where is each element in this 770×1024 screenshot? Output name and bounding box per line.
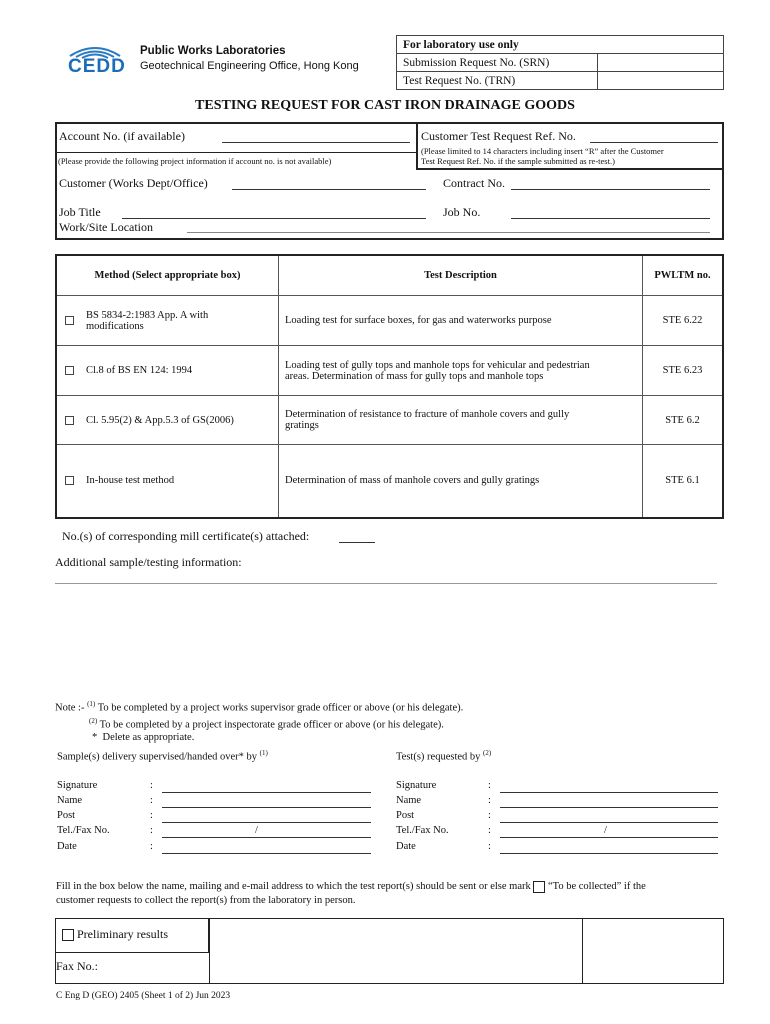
description-3-line2: gratings <box>285 420 319 431</box>
right-tel-input[interactable] <box>500 837 718 838</box>
job-title-label: Job Title <box>59 205 101 219</box>
pwltm-header: PWLTM no. <box>643 255 724 296</box>
colon: : <box>150 810 153 821</box>
tel-slash: / <box>255 825 258 836</box>
pwltm-1: STE 6.22 <box>643 296 724 346</box>
colon: : <box>488 825 491 836</box>
left-name-label: Name <box>57 795 83 806</box>
left-name-input[interactable] <box>162 807 371 808</box>
office-name: Geotechnical Engineering Office, Hong Kong <box>140 60 359 72</box>
method-header: Method (Select appropriate box) <box>56 255 279 296</box>
left-sign-title-text: Sample(s) delivery supervised/handed over* by <box>57 751 258 763</box>
right-sign-title <box>396 749 491 763</box>
report-instruction-1: Fill in the box below the name, mailing and e-mail address to which the test report(s) should be sent or else mark <box>56 881 531 892</box>
additional-info-label: Additional sample/testing information: <box>55 555 242 569</box>
job-no-input[interactable] <box>511 218 710 219</box>
left-date-label: Date <box>57 841 77 852</box>
table-row <box>56 346 723 396</box>
to-be-collected-label: “To be collected” if the <box>547 881 646 892</box>
note-2: To be completed by a project inspectorate grade officer or above (or his delegate). <box>99 719 444 730</box>
right-divider <box>582 918 583 984</box>
colon: : <box>150 825 153 836</box>
notes <box>55 698 463 744</box>
left-tel-label: Tel./Fax No. <box>57 825 110 836</box>
colon: : <box>150 841 153 852</box>
right-name-input[interactable] <box>500 807 718 808</box>
methods-table <box>55 254 724 519</box>
right-signature-input[interactable] <box>500 792 718 793</box>
fax-label: Fax No.: <box>56 959 98 973</box>
right-sign-sup: (2) <box>483 749 492 757</box>
description-1: Loading test for surface boxes, for gas and waterworks purpose <box>279 296 643 346</box>
method-1-line1: BS 5834-2:1983 App. A with <box>86 309 209 321</box>
right-date-label: Date <box>396 841 416 852</box>
left-post-label: Post <box>57 810 76 821</box>
method-checkbox-2[interactable] <box>65 366 74 375</box>
tel-slash: / <box>604 825 607 836</box>
colon: : <box>488 780 491 791</box>
report-address-field[interactable] <box>210 919 581 983</box>
left-signature-label: Signature <box>57 780 98 791</box>
additional-info-input[interactable] <box>55 583 717 584</box>
right-post-label: Post <box>396 810 415 821</box>
right-signature-label: Signature <box>396 780 437 791</box>
right-tel-label: Tel./Fax No. <box>396 825 449 836</box>
lab-use-title: For laboratory use only <box>397 36 724 54</box>
account-label: Account No. (if available) <box>59 129 185 143</box>
contract-input[interactable] <box>511 189 710 190</box>
report-instruction-2: customer requests to collect the report(s) from the laboratory in person. <box>56 895 356 906</box>
cedd-logo <box>66 40 124 80</box>
customer-label: Customer (Works Dept/Office) <box>59 176 208 190</box>
colon: : <box>488 841 491 852</box>
left-date-input[interactable] <box>162 853 371 854</box>
trn-label: Test Request No. (TRN) <box>397 72 598 90</box>
report-instruction <box>56 880 726 908</box>
method-2-line1: Cl.8 of BS EN 124: 1994 <box>86 365 193 377</box>
mill-cert-input[interactable] <box>339 542 375 543</box>
job-title-input[interactable] <box>122 218 426 219</box>
customer-ref-label: Customer Test Request Ref. No. <box>421 129 576 143</box>
to-be-collected-checkbox[interactable] <box>533 881 545 893</box>
method-checkbox-3[interactable] <box>65 416 74 425</box>
method-checkbox-4[interactable] <box>65 476 74 485</box>
customer-ref-input[interactable] <box>590 142 718 143</box>
preliminary-option <box>62 927 168 942</box>
account-divider <box>55 152 417 153</box>
lab-use-table <box>396 35 724 90</box>
method-4-line1: In-house test method <box>86 475 175 487</box>
colon: : <box>488 795 491 806</box>
right-name-label: Name <box>396 795 422 806</box>
description-header: Test Description <box>279 255 643 296</box>
method-3-line1: Cl. 5.95(2) & App.5.3 of GS(2006) <box>86 414 234 426</box>
location-label: Work/Site Location <box>59 220 154 234</box>
location-input[interactable] <box>187 232 710 233</box>
pwltm-3: STE 6.2 <box>643 396 724 445</box>
description-2: Loading test of gully tops and manhole tops for vehicular and pedestrian <box>285 359 590 371</box>
method-1-line2: modifications <box>86 320 144 332</box>
method-checkbox-1[interactable] <box>65 316 74 325</box>
right-sign-title-text: Test(s) requested by <box>396 751 481 763</box>
note-1: To be completed by a project works supervisor grade officer or above (or his delegate). <box>97 702 464 714</box>
preliminary-checkbox[interactable] <box>62 929 74 941</box>
account-input[interactable] <box>222 142 410 143</box>
logo-text: CEDD <box>68 56 126 77</box>
mill-cert-label: No.(s) of corresponding mill certificate(s) attached: <box>62 529 310 543</box>
colon: : <box>150 780 153 791</box>
left-sign-sup: (1) <box>259 749 268 757</box>
table-row <box>56 296 723 346</box>
description-3: Determination of resistance to fracture of manhole covers and gully <box>285 409 570 420</box>
right-date-input[interactable] <box>500 853 718 854</box>
description-2-line2: areas. Determination of mass for gully tops and manhole tops <box>285 370 544 382</box>
table-row <box>56 445 723 518</box>
provide-note: (Please provide the following project information if account no. is not available) <box>58 156 332 166</box>
left-tel-input[interactable] <box>162 837 371 838</box>
colon: : <box>488 810 491 821</box>
right-post-input[interactable] <box>500 822 718 823</box>
footer: C Eng D (GEO) 2405 (Sheet 1 of 2) Jun 2023 <box>56 991 231 1001</box>
job-no-label: Job No. <box>443 205 481 219</box>
note-sup-2: (2) <box>89 716 98 725</box>
srn-label: Submission Request No. (SRN) <box>397 54 598 72</box>
note-3: Delete as appropriate. <box>102 732 195 743</box>
description-4: Determination of mass of manhole covers and gully gratings <box>279 445 643 518</box>
ref-note-1: (Please limited to 14 characters including insert “R” after the Customer <box>421 146 664 156</box>
note-prefix: Note :- <box>55 702 85 714</box>
pwltm-4: STE 6.1 <box>643 445 724 518</box>
table-row <box>56 396 723 445</box>
note-star: * <box>92 732 98 743</box>
preliminary-label: Preliminary results <box>77 927 168 941</box>
org-name: Public Works Laboratories <box>140 45 286 57</box>
left-post-input[interactable] <box>162 822 371 823</box>
srn-field[interactable] <box>598 54 724 72</box>
left-sign-title <box>57 749 268 763</box>
pwltm-2: STE 6.23 <box>643 346 724 396</box>
contract-label: Contract No. <box>443 176 505 190</box>
note-sup-1: (1) <box>87 700 96 708</box>
customer-input[interactable] <box>232 189 426 190</box>
form-title: TESTING REQUEST FOR CAST IRON DRAINAGE GOODS <box>195 98 575 113</box>
colon: : <box>150 795 153 806</box>
ref-note-2: Test Request Ref. No. if the sample submitted as re-test.) <box>421 156 615 166</box>
left-signature-input[interactable] <box>162 792 371 793</box>
trn-field[interactable] <box>598 72 724 90</box>
